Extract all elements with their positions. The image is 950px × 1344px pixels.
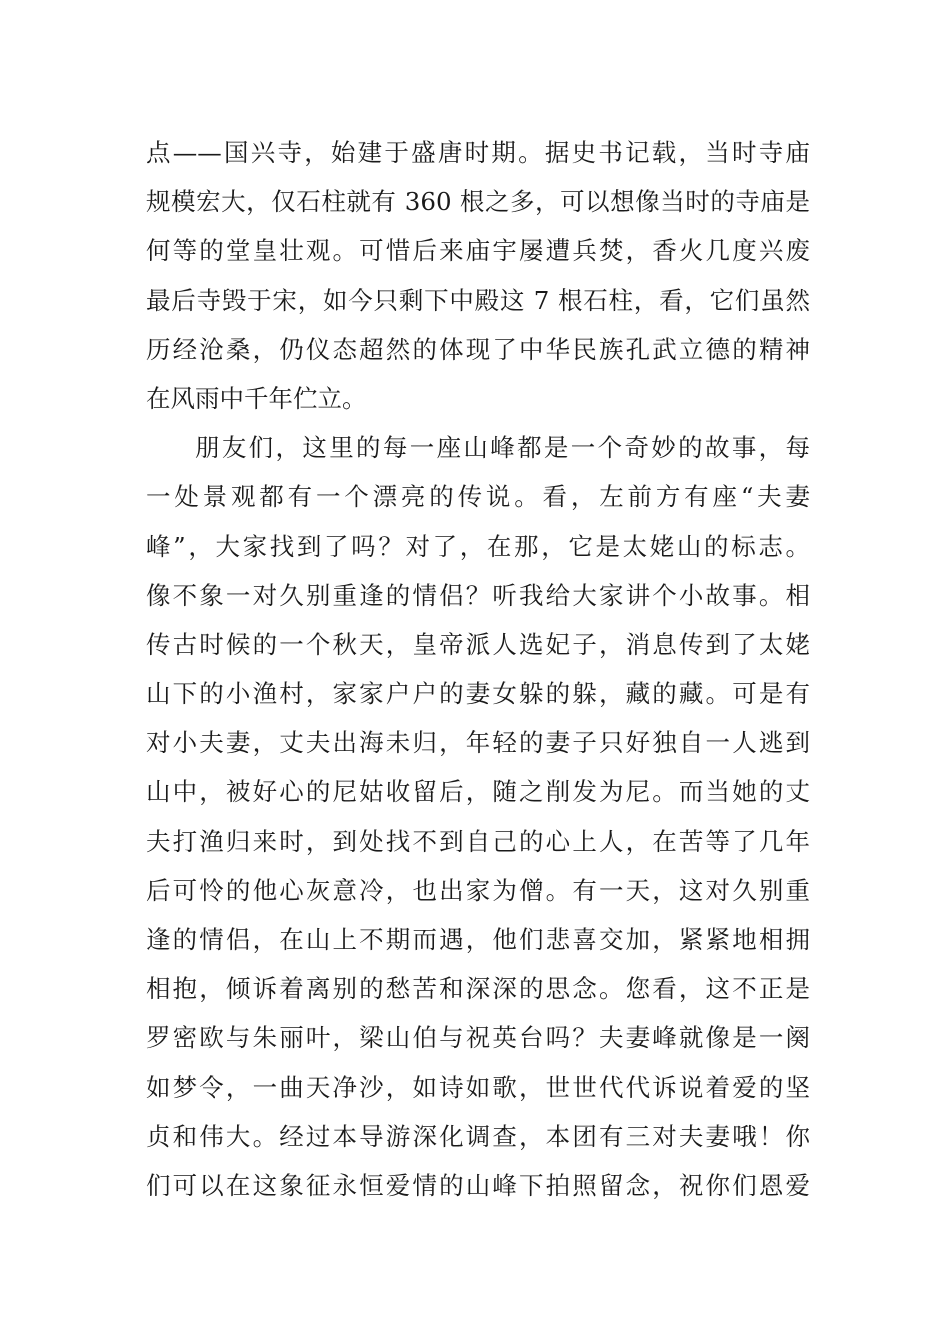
paragraph-2-line-6: 山下的小渔村，家家户户的妻女躲的躲，藏的藏。可是有 <box>146 679 810 709</box>
paragraph-1-line-6: 在风雨中千年伫立。 <box>146 383 367 413</box>
paragraph-1-line-3: 何等的堂皇壮观。可惜后来庙宇屡遭兵焚，香火几度兴废 <box>146 236 810 266</box>
paragraph-2-line-5: 传古时候的一个秋天，皇帝派人选妃子，消息传到了太姥 <box>146 629 810 659</box>
paragraph-2-line-11: 逢的情侣，在山上不期而遇，他们悲喜交加，紧紧地相拥 <box>146 925 810 954</box>
paragraph-2-line-9: 夫打渔归来时，到处找不到自己的心上人，在苦等了几年 <box>146 826 810 856</box>
paragraph-2-line-8: 山中，被好心的尼姑收留后，随之削发为尼。而当她的丈 <box>146 777 810 807</box>
paragraph-2-line-15: 贞和伟大。经过本导游深化调查，本团有三对夫妻哦！你 <box>146 1121 810 1151</box>
paragraph-1-line-2: 规模宏大，仅石柱就有 360 根之多，可以想像当时的寺庙是 <box>146 187 810 217</box>
paragraph-1-line-1: 点——国兴寺，始建于盛唐时期。据史书记载，当时寺庙 <box>146 138 810 167</box>
paragraph-2-line-1: 朋友们，这里的每一座山峰都是一个奇妙的故事，每 <box>195 433 810 463</box>
document-body <box>146 128 810 1210</box>
paragraph-2-line-13: 罗密欧与朱丽叶，梁山伯与祝英台吗？夫妻峰就像是一阕 <box>146 1023 810 1053</box>
paragraph-2-line-10: 后可怜的他心灰意冷，也出家为僧。有一天，这对久别重 <box>146 875 810 905</box>
paragraph-2-line-12: 相抱，倾诉着离别的愁苦和深深的思念。您看，这不正是 <box>146 974 810 1004</box>
paragraph-1-line-4: 最后寺毁于宋，如今只剩下中殿这 7 根石柱，看，它们虽然 <box>146 285 810 315</box>
paragraph-2-line-7: 对小夫妻，丈夫出海未归，年轻的妻子只好独自一人逃到 <box>146 728 810 758</box>
paragraph-2-line-2: 一处景观都有一个漂亮的传说。看，左前方有座“夫妻 <box>146 482 810 512</box>
paragraph-2-line-16: 们可以在这象征永恒爱情的山峰下拍照留念，祝你们恩爱 <box>146 1170 810 1200</box>
paragraph-2-line-14: 如梦令，一曲天净沙，如诗如歌，世世代代诉说着爱的坚 <box>146 1072 810 1102</box>
paragraph-2-line-3: 峰”，大家找到了吗？对了，在那，它是太姥山的标志。 <box>146 531 810 561</box>
paragraph-2-line-4: 像不象一对久别重逢的情侣？听我给大家讲个小故事。相 <box>146 580 810 610</box>
paragraph-1-line-5: 历经沧桑，仍仪态超然的体现了中华民族孔武立德的精神 <box>146 334 810 364</box>
